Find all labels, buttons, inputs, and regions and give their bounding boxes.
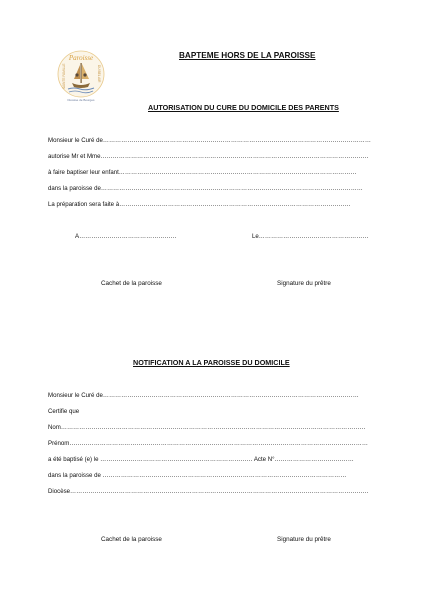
form-line-parish: dans la paroisse de………………………………………………………………………………………………………………… [48, 185, 363, 192]
section2-title: NOTIFICATION A LA PAROISSE DU DOMICILE [133, 358, 290, 367]
place-field: A………………………………………… [75, 233, 177, 240]
form-line-diocese: Diocèse………………………………………………………………………………………………………………………………… [48, 488, 369, 495]
logo-top-text: Paroisse [68, 54, 94, 62]
form-line-child: à faire baptiser leur enfant……………………………………………………………………………………………………… [48, 169, 357, 176]
parish-logo [56, 49, 106, 107]
form-line-certifie: Certifie que [48, 408, 80, 415]
form-line-baptise: a été baptisé (e) le ………………………………………………………………… Acte N°………………………………… [48, 456, 354, 463]
form-line-parish-2: dans la paroisse de ………………………………………………………………………………………………………… [48, 472, 347, 479]
logo-left-text: SAINTE FAMILLE [62, 63, 66, 89]
section1-title: AUTORISATION DU CURE DU DOMICILE DES PARENTS [148, 103, 339, 112]
date-field: Le……………………………………………… [252, 233, 369, 240]
parish-stamp-label: Cachet de la paroisse [101, 280, 162, 287]
priest-signature-label: Signature du prêtre [277, 280, 331, 287]
logo-right-text: DU BEL AIR [97, 65, 101, 83]
form-line-cure-2: Monsieur le Curé de……………………………………………………………………………………………………………… [48, 392, 359, 399]
form-line-cure: Monsieur le Curé de…………………………………………………………………………………………………………………… [48, 137, 371, 144]
form-line-preparation: La préparation sera faite à…………………………………………………………………………………………………… [48, 201, 351, 208]
parish-stamp-label-2: Cachet de la paroisse [101, 536, 162, 543]
priest-signature-label-2: Signature du prêtre [277, 536, 331, 543]
form-line-prenom: Prénom………………………………………………………………………………………………………………………………… [48, 440, 368, 447]
logo-bottom-text: Diocèse de Bourges [67, 98, 95, 102]
form-line-parents: autorise Mr et Mme…………………………………………………………………………………………………………………… [48, 153, 369, 160]
document-title: BAPTEME HORS DE LA PAROISSE [179, 51, 316, 60]
form-line-nom: Nom…………………………………………………………………………………………………………………………………… [48, 424, 366, 431]
